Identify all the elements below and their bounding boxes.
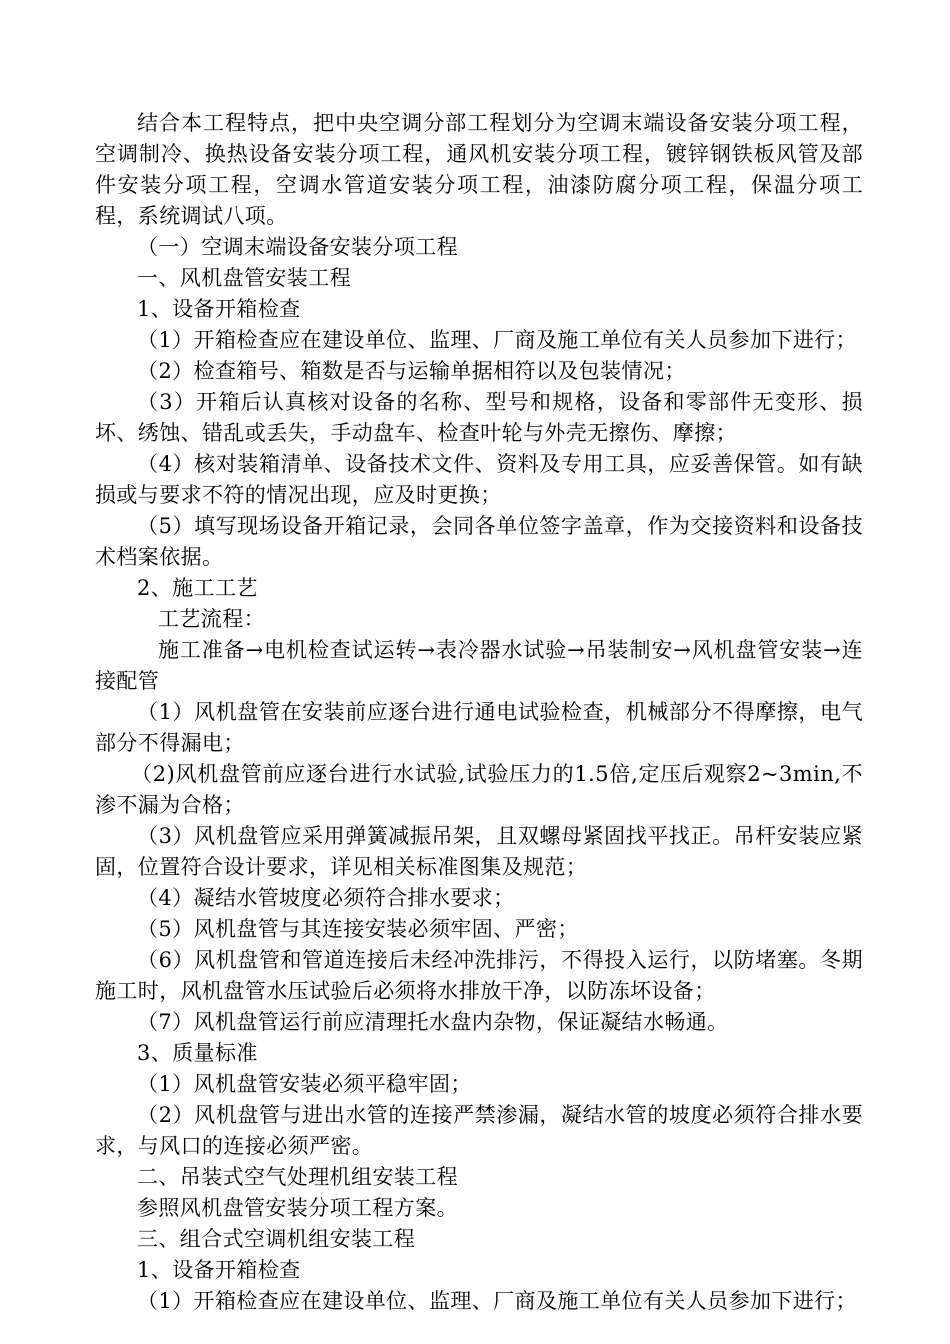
reference-note: 参照风机盘管安装分项工程方案。 (137, 1196, 458, 1220)
list-item: （3）风机盘管应采用弹簧减振吊架，且双螺母紧固找平找正。吊杆安装应紧固，位置符合设计要求，详见相关标准图集及规范； (95, 824, 863, 879)
heading-unpacking-inspection: 1、设备开箱检查 (137, 297, 301, 321)
list-item: （4）凝结水管坡度必须符合排水要求； (137, 886, 515, 910)
heading-ceiling-air-handler: 二、吊装式空气处理机组安装工程 (137, 1165, 458, 1189)
list-item: （2）检查箱号、箱数是否与运输单据相符以及包装情况； (137, 359, 686, 383)
list-item: （2）风机盘管与进出水管的连接严禁渗漏，凝结水管的坡度必须符合排水要求，与风口的连接必须严密。 (95, 1103, 863, 1158)
heading-modular-air-handler: 三、组合式空调机组安装工程 (137, 1227, 416, 1251)
process-flow-label: 工艺流程： (158, 607, 265, 631)
heading-construction-process: 2、施工工艺 (137, 576, 258, 600)
heading-unpacking-inspection-2: 1、设备开箱检查 (137, 1258, 301, 1282)
list-item: （5）风机盘管与其连接安装必须牢固、严密； (137, 917, 579, 941)
document-body (95, 108, 863, 1317)
section-heading-terminal-equipment: （一）空调末端设备安装分项工程 (137, 235, 458, 259)
list-item: （5）填写现场设备开箱记录，会同各单位签字盖章，作为交接资料和设备技术档案依据。 (95, 514, 863, 569)
heading-fan-coil-installation: 一、风机盘管安装工程 (137, 266, 351, 290)
list-item: （2)风机盘管前应逐台进行水试验,试验压力的1.5倍,定压后观察2~3min,不渗不漏为合格； (95, 762, 863, 817)
process-flow: 施工准备→电机检查试运转→表冷器水试验→吊装制安→风机盘管安装→连接配管 (95, 638, 863, 693)
heading-quality-standard: 3、质量标准 (137, 1041, 258, 1065)
list-item: （1）开箱检查应在建设单位、监理、厂商及施工单位有关人员参加下进行； (137, 328, 857, 352)
list-item: （1）开箱检查应在建设单位、监理、厂商及施工单位有关人员参加下进行； (137, 1289, 857, 1313)
list-item: （7）风机盘管运行前应清理托水盘内杂物，保证凝结水畅通。 (137, 1010, 729, 1034)
list-item: （4）核对装箱清单、设备技术文件、资料及专用工具，应妥善保管。如有缺损或与要求不符的情况出现，应及时更换； (95, 452, 863, 507)
list-item: （3）开箱后认真核对设备的名称、型号和规格，设备和零部件无变形、损坏、绣蚀、错乱或丢失，手动盘车、检查叶轮与外壳无擦伤、摩擦； (95, 390, 863, 445)
intro-paragraph: 结合本工程特点，把中央空调分部工程划分为空调末端设备安装分项工程，空调制冷、换热设备安装分项工程，通风机安装分项工程，镀锌钢铁板风管及部件安装分项工程，空调水管道安装分项工程，油漆防腐分项工程，保温分项工程，系统调试八项。 (95, 111, 863, 228)
list-item: （1）风机盘管安装必须平稳牢固； (137, 1072, 472, 1096)
list-item: （1）风机盘管在安装前应逐台进行通电试验检查，机械部分不得摩擦，电气部分不得漏电； (95, 700, 863, 755)
list-item: （6）风机盘管和管道连接后未经冲洗排污，不得投入运行，以防堵塞。冬期施工时，风机盘管水压试验后必须将水排放干净，以防冻坏设备； (95, 948, 863, 1003)
